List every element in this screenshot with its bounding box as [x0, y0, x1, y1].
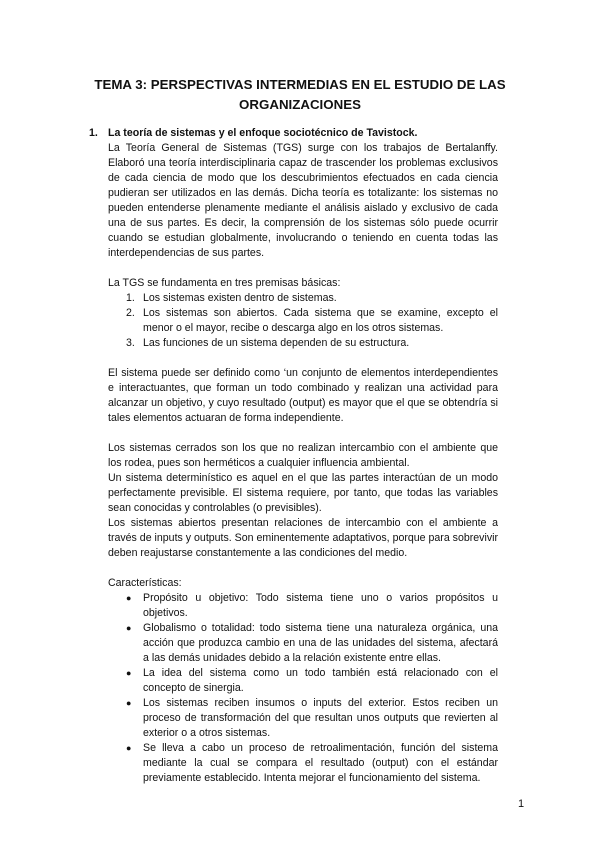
premise-text: Los sistemas existen dentro de sistemas. — [143, 292, 337, 304]
open-systems-paragraph: Los sistemas abiertos presentan relaciones de intercambio con el ambiente a través de inputs y outputs. Son eminentemente adaptativos, porque para sobrevivir deben reajustarse constantemente a las condiciones del medio. — [108, 517, 498, 559]
bullet-icon: ● — [126, 668, 132, 678]
characteristic-text: Los sistemas reciben insumos o inputs del exterior. Estos reciben un proceso de transformación del que resultan unos outputs que revierten al exterior o a otros sistemas. — [143, 697, 498, 739]
section-body — [108, 141, 498, 786]
characteristic-text: Globalismo o totalidad: todo sistema tiene una naturaleza orgánica, una acción que produzca cambio en una de las unidades del sistema, afectará a las demás unidades debido a la relación existente entre ellas. — [143, 622, 498, 664]
section-heading-text: La teoría de sistemas y el enfoque sociotécnico de Tavistock. — [108, 127, 418, 139]
characteristics-intro: Características: — [108, 577, 182, 589]
bullet-icon: ● — [126, 623, 132, 633]
premise-item — [126, 306, 498, 336]
page-number: 1 — [518, 798, 525, 810]
premise-item — [126, 336, 498, 351]
characteristic-item — [126, 621, 498, 666]
bullet-icon: ● — [126, 593, 132, 603]
premise-item — [126, 291, 498, 306]
premise-number: 3. — [126, 337, 135, 349]
bullet-icon: ● — [126, 698, 132, 708]
section-number: 1. — [89, 127, 98, 139]
characteristic-item — [126, 666, 498, 696]
deterministic-paragraph: Un sistema determinístico es aquel en el que las partes interactúan de un modo perfectamente previsible. El sistema requiere, por tanto, que todas las variables sean conocidas y controlables (o previsibles). — [108, 472, 498, 514]
premises-list — [108, 291, 498, 351]
characteristic-text: Propósito u objetivo: Todo sistema tiene uno o varios propósitos u objetivos. — [143, 592, 498, 619]
characteristic-item — [126, 591, 498, 621]
intro-paragraph: La Teoría General de Sistemas (TGS) surge con los trabajos de Bertalanffy. Elaboró una teoría interdisciplinaria capaz de trascender los problemas exclusivos de cada ciencia de modo que los descubrimientos efectuados en cada ciencia pudieran ser utilizados en las demás. Dicha teoría es totalizante: los sistemas no pueden entenderse plenamente mediante el análisis aislado y exclusivo de cada una de sus partes. Es decir, la comprensión de los sistemas sólo puede ocurrir cuando se estudian globalmente, involucrando o teniendo en cuenta todas las interdependencias de sus partes. — [108, 142, 498, 259]
title-line-1: TEMA 3: PERSPECTIVAS INTERMEDIAS EN EL ESTUDIO DE LAS — [94, 77, 506, 92]
premise-text: Los sistemas son abiertos. Cada sistema que se examine, excepto el menor o el mayor, recibe o descarga algo en los otros sistemas. — [143, 307, 498, 334]
closed-systems-paragraph: Los sistemas cerrados son los que no realizan intercambio con el ambiente que los rodea, pues son herméticos a cualquier influencia ambiental. — [108, 442, 498, 469]
title-line-2: ORGANIZACIONES — [239, 97, 361, 112]
premise-text: Las funciones de un sistema dependen de su estructura. — [143, 337, 410, 349]
premises-intro: La TGS se fundamenta en tres premisas básicas: — [108, 277, 341, 289]
characteristics-list — [108, 591, 498, 786]
premise-number: 2. — [126, 307, 135, 319]
section-heading — [89, 126, 417, 141]
characteristic-text: Se lleva a cabo un proceso de retroalimentación, función del sistema mediante la cual se compara el resultado (output) con el estándar previamente establecido. Intenta mejorar el funcionamiento del sistema. — [143, 742, 498, 784]
definition-paragraph: El sistema puede ser definido como ‘un conjunto de elementos interdependientes e interactuantes, que forman un todo combinado y realizan una actividad para alcanzar un objetivo, y cuyo resultado (output) es mayor que el que se obtendría si tales elementos actuaran de forma independiente. — [108, 367, 498, 424]
premise-number: 1. — [126, 292, 135, 304]
characteristic-text: La idea del sistema como un todo también está relacionado con el concepto de sinergia. — [143, 667, 498, 694]
characteristic-item — [126, 741, 498, 786]
page-title — [70, 75, 530, 115]
characteristic-item — [126, 696, 498, 741]
bullet-icon: ● — [126, 743, 132, 753]
